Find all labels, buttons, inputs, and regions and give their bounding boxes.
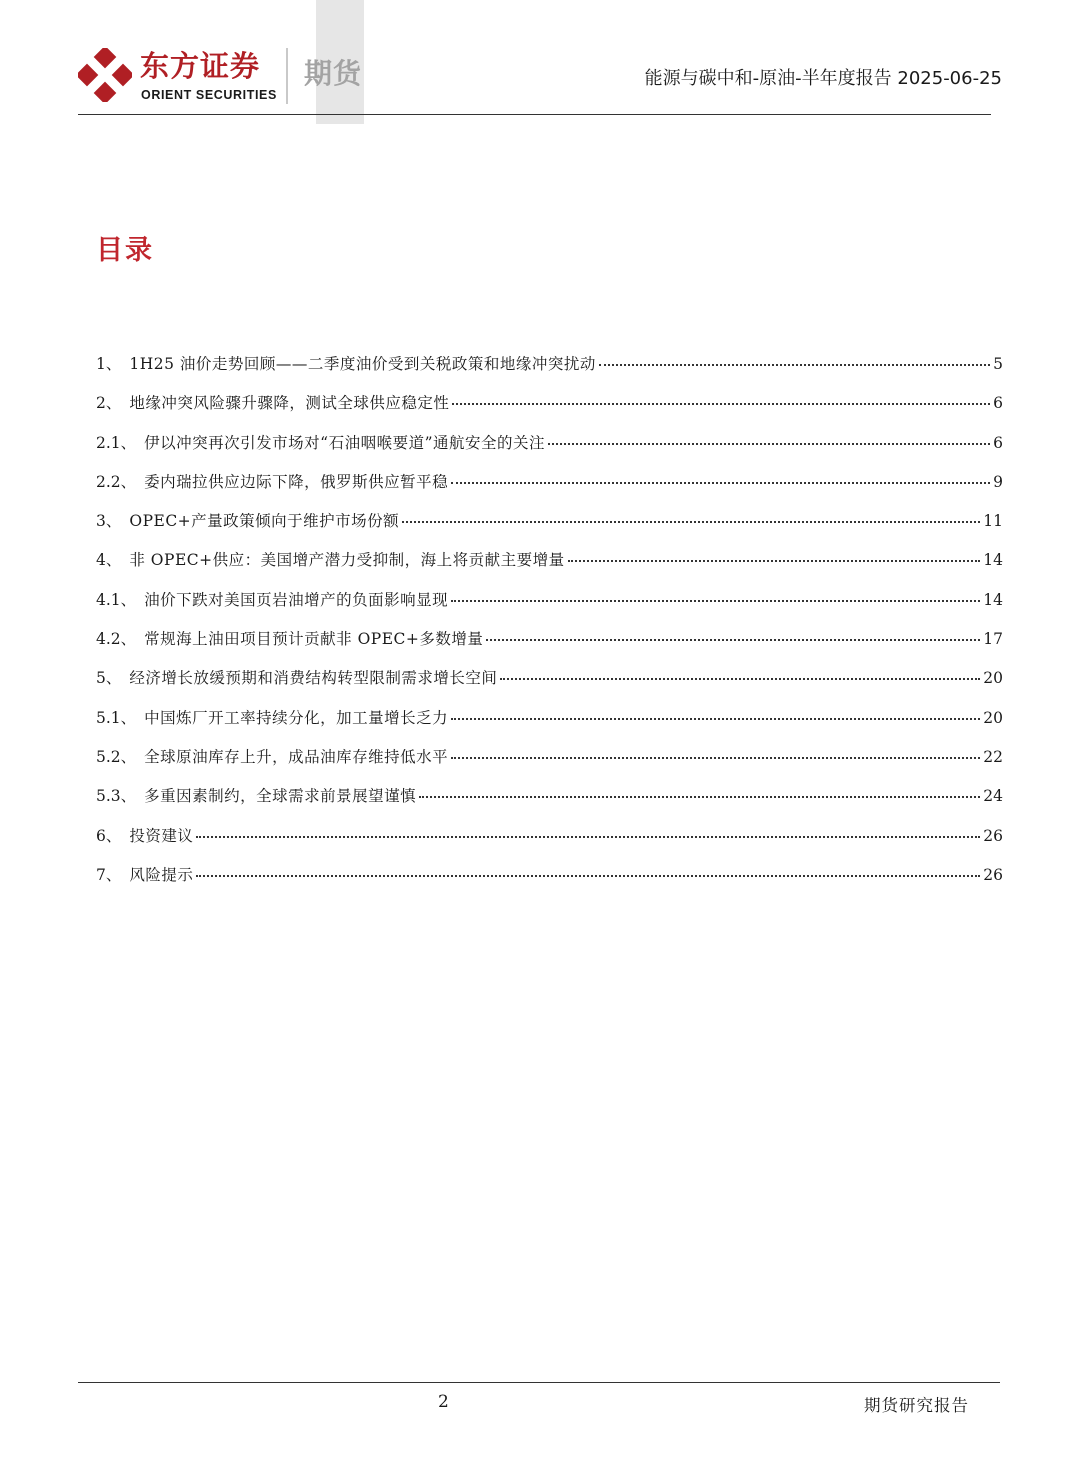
toc-entry[interactable] [96,431,1003,470]
toc-entry-number: 2.1、 [96,433,137,452]
toc-entry-title: 投资建议 [129,826,194,845]
brand-name-cn: 东方证券 [140,49,261,83]
toc-entry-number: 2、 [96,394,122,413]
toc-entry-page: 14 [983,551,1003,570]
page-number: 2 [438,1392,449,1412]
footer-rule [78,1382,1000,1383]
toc-entry-number: 5.3、 [96,787,137,806]
toc-entry[interactable] [96,548,1003,587]
toc-entry-title: 非 OPEC+供应：美国增产潜力受抑制，海上将贡献主要增量 [129,551,565,570]
orient-securities-logo-icon [78,48,132,102]
toc-dot-leader [196,875,980,877]
toc-entry-title: 常规海上油田项目预计贡献非 OPEC+多数增量 [144,630,484,649]
toc-entry-page: 26 [983,865,1003,884]
page-header [0,0,1080,116]
toc-entry-title: 委内瑞拉供应边际下降，俄罗斯供应暂平稳 [144,472,449,491]
toc-entry-page: 26 [983,826,1003,845]
toc-dot-leader [548,443,990,445]
toc-entry[interactable] [96,352,1003,391]
header-rule [78,114,991,115]
toc-entry-page: 11 [983,512,1003,531]
toc-entry-title: 多重因素制约，全球需求前景展望谨慎 [144,787,417,806]
toc-entry-title: 全球原油库存上升，成品油库存维持低水平 [144,747,449,766]
toc-entry-number: 7、 [96,865,122,884]
toc-dot-leader [452,403,990,405]
toc-entry-page: 22 [983,747,1003,766]
toc-heading: 目录 [96,235,154,266]
toc-entry-number: 4.2、 [96,630,137,649]
toc-entry-page: 17 [983,630,1003,649]
toc-dot-leader [402,521,980,523]
toc-entry-title: 经济增长放缓预期和消费结构转型限制需求增长空间 [129,669,498,688]
toc-entry[interactable] [96,588,1003,627]
toc-entry[interactable] [96,391,1003,430]
toc-entry-page: 20 [983,669,1003,688]
toc-entry[interactable] [96,627,1003,666]
toc-entry-page: 6 [993,433,1003,452]
toc-entry-page: 6 [993,394,1003,413]
toc-dot-leader [500,678,980,680]
toc-dot-leader [599,364,990,366]
toc-dot-leader [486,639,980,641]
toc-entry[interactable] [96,666,1003,705]
toc-entry[interactable] [96,863,1003,902]
section-label: 期货 [304,57,363,90]
toc-entry-title: 伊以冲突再次引发市场对“石油咽喉要道”通航安全的关注 [144,433,546,452]
toc-entry[interactable] [96,706,1003,745]
toc-entry-number: 4、 [96,551,122,570]
toc-dot-leader [196,836,980,838]
toc-entry-number: 5、 [96,669,122,688]
toc-entry-title: 地缘冲突风险骤升骤降，测试全球供应稳定性 [129,394,450,413]
toc-entry[interactable] [96,470,1003,509]
toc-entry-page: 14 [983,590,1003,609]
toc-entry[interactable] [96,509,1003,548]
toc-dot-leader [451,600,980,602]
toc-entry-number: 5.1、 [96,708,137,727]
toc-entry-title: 油价下跌对美国页岩油增产的负面影响显现 [144,590,449,609]
toc-entry[interactable] [96,745,1003,784]
toc-dot-leader [451,482,990,484]
toc-entry-number: 6、 [96,826,122,845]
toc-dot-leader [451,718,980,720]
toc-dot-leader [568,560,981,562]
toc-entry-page: 24 [983,787,1003,806]
toc-entry-number: 1、 [96,355,122,373]
toc-entry-title: 风险提示 [129,865,194,884]
toc-entry-number: 2.2、 [96,472,137,491]
toc-entry-page: 9 [993,472,1003,491]
toc-entry-page: 5 [993,355,1003,373]
toc-dot-leader [451,757,980,759]
toc-entry-title: OPEC+产量政策倾向于维护市场份额 [129,512,400,531]
toc-entry-number: 3、 [96,512,122,531]
brand-name-en: ORIENT SECURITIES [141,88,277,102]
toc-entry[interactable] [96,824,1003,863]
report-title: 能源与碳中和-原油-半年度报告 2025-06-25 [644,68,1002,89]
toc-entry-title: 1H25 油价走势回顾——二季度油价受到关税政策和地缘冲突扰动 [129,355,596,373]
footer-label: 期货研究报告 [864,1396,969,1415]
toc-entry-number: 4.1、 [96,590,137,609]
toc-entry-number: 5.2、 [96,747,137,766]
toc-entry-title: 中国炼厂开工率持续分化，加工量增长乏力 [144,708,449,727]
brand-divider [286,48,288,104]
toc-entry[interactable] [96,784,1003,823]
toc-dot-leader [419,796,980,798]
toc-list [96,352,1003,902]
toc-entry-page: 20 [983,708,1003,727]
